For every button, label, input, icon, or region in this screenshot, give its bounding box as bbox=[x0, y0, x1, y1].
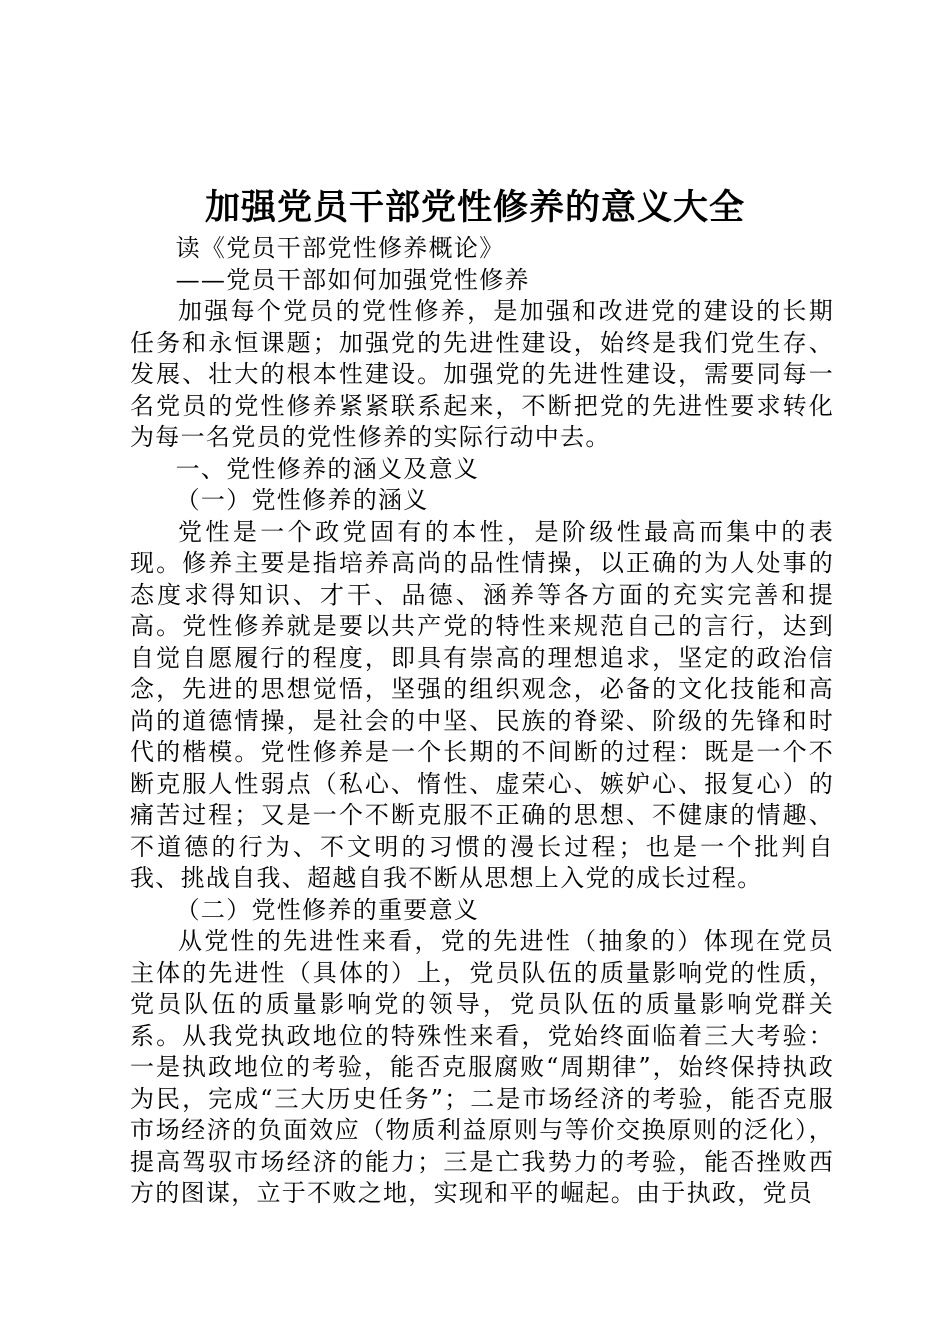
body-paragraph: 从党性的先进性来看，党的先进性（抽象的）体现在党员主体的先进性（具体的）上，党员队伍的质量影响党的性质，党员队伍的质量影响党的领导，党员队伍的质量影响党群关系。从我党执政地位的特殊性来看，党始终面临着三大考验：一是执政地位的考验，能否克服腐败“周期律”，始终保持执政为民，完成“三大历史任务”；二是市场经济的考验，能否克服市场经济的负面效应（物质利益原则与等价交换原则的泛化），提高驾驭市场经济的能力；三是亡我势力的考验，能否挫败西方的图谋，立于不败之地，实现和平的崛起。由于执政，党员 bbox=[130, 927, 834, 1207]
body-paragraph: 加强每个党员的党性修养，是加强和改进党的建设的长期任务和永恒课题；加强党的先进性建设，始终是我们党生存、发展、壮大的根本性建设。加强党的先进性建设，需要同每一名党员的党性修养紧紧联系起来，不断把党的先进性要求转化为每一名党员的党性修养的实际行动中去。 bbox=[130, 297, 834, 451]
document-body bbox=[130, 233, 834, 1210]
subsection-heading: （二）党性修养的重要意义 bbox=[175, 895, 480, 924]
body-paragraph: 党性是一个政党固有的本性，是阶级性最高而集中的表现。修养主要是指培养高尚的品性情操，以正确的为人处事的态度求得知识、才干、品德、涵养等各方面的充实完善和提高。党性修养就是要以共产党的特性来规范自己的言行，达到自觉自愿履行的程度，即具有崇高的理想追求，坚定的政治信念，先进的思想觉悟，坚强的组织观念，必备的文化技能和高尚的道德情操，是社会的中坚、民族的脊梁、阶级的先锋和时代的楷模。党性修养是一个长期的不间断的过程：既是一个不断克服人性弱点（私心、惰性、虚荣心、嫉妒心、报复心）的痛苦过程；又是一个不断克服不正确的思想、不健康的情趣、不道德的行为、不文明的习惯的漫长过程；也是一个批判自我、挑战自我、超越自我不断从思想上入党的成长过程。 bbox=[130, 517, 834, 892]
document-title: 加强党员干部党性修养的意义大全 bbox=[204, 188, 745, 228]
subsection-heading: （一）党性修养的涵义 bbox=[175, 486, 429, 514]
subtitle-line: ——党员干部如何加强党性修养 bbox=[175, 265, 530, 294]
subtitle-line: 读《党员干部党性修养概论》 bbox=[175, 234, 505, 262]
section-heading: 一、党性修养的涵义及意义 bbox=[175, 454, 480, 483]
